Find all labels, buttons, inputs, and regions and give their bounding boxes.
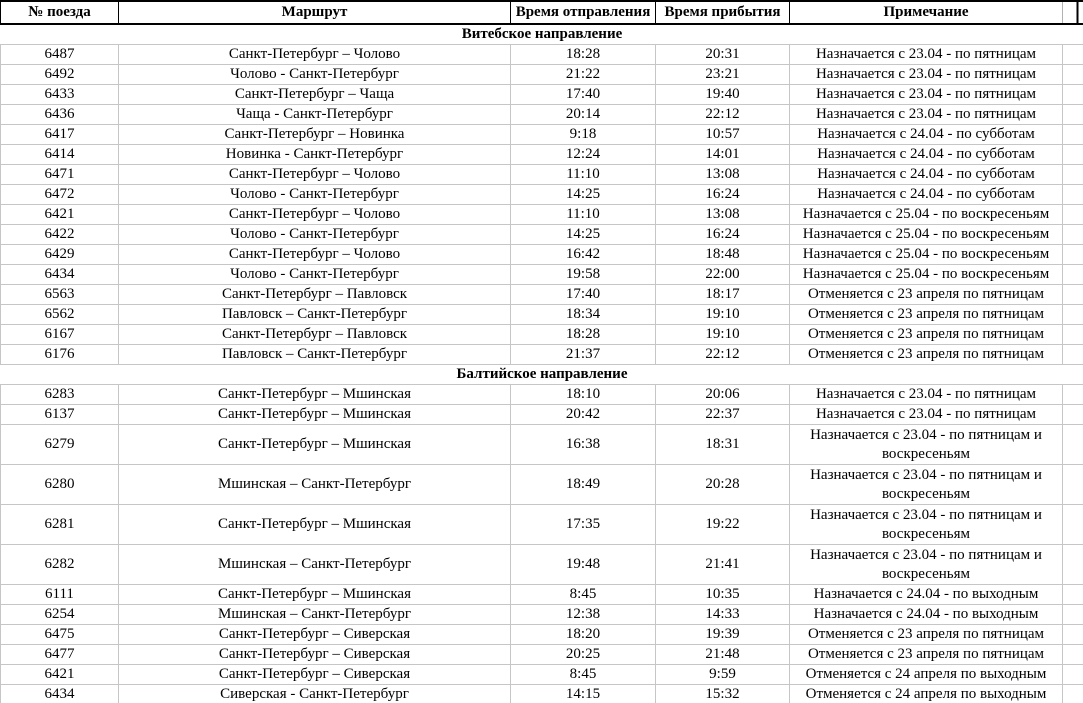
cell-arrival-time: 10:57 <box>656 125 790 145</box>
cell-empty <box>1063 645 1083 665</box>
cell-departure-time: 17:35 <box>511 505 656 545</box>
cell-departure-time: 21:37 <box>511 345 656 365</box>
table-row <box>1 225 1083 245</box>
cell-note: Назначается с 23.04 - по пятницам и воскресеньям <box>790 505 1063 545</box>
cell-train-number: 6434 <box>1 685 119 703</box>
cell-note: Назначается с 25.04 - по воскресеньям <box>790 245 1063 265</box>
cell-note: Назначается с 23.04 - по пятницам и воскресеньям <box>790 465 1063 505</box>
cell-note: Отменяется с 24 апреля по выходным <box>790 665 1063 685</box>
cell-departure-time: 14:15 <box>511 685 656 703</box>
cell-route: Мшинская – Санкт-Петербург <box>119 465 511 505</box>
table-row <box>1 545 1083 585</box>
table-row <box>1 65 1083 85</box>
cell-empty <box>1063 45 1083 65</box>
cell-note: Назначается с 24.04 - по выходным <box>790 605 1063 625</box>
cell-empty <box>1063 205 1083 225</box>
cell-route: Чаща - Санкт-Петербург <box>119 105 511 125</box>
col-header-empty <box>1063 1 1083 24</box>
section-title: Витебское направление <box>1 24 1083 45</box>
cell-route: Санкт-Петербург – Чолово <box>119 45 511 65</box>
table-row <box>1 285 1083 305</box>
cell-arrival-time: 16:24 <box>656 185 790 205</box>
cell-train-number: 6492 <box>1 65 119 85</box>
cell-empty <box>1063 165 1083 185</box>
cell-departure-time: 17:40 <box>511 285 656 305</box>
table-row <box>1 345 1083 365</box>
cell-route: Новинка - Санкт-Петербург <box>119 145 511 165</box>
table-row <box>1 405 1083 425</box>
col-header-departure-time: Время отправления <box>511 1 656 24</box>
cell-train-number: 6471 <box>1 165 119 185</box>
table-header-row <box>1 1 1083 24</box>
table-header <box>1 1 1083 24</box>
cell-arrival-time: 14:01 <box>656 145 790 165</box>
cell-note: Отменяется с 23 апреля по пятницам <box>790 325 1063 345</box>
cell-empty <box>1063 545 1083 585</box>
cell-departure-time: 9:18 <box>511 125 656 145</box>
cell-note: Назначается с 23.04 - по пятницам <box>790 405 1063 425</box>
cell-departure-time: 18:28 <box>511 325 656 345</box>
cell-route: Мшинская – Санкт-Петербург <box>119 545 511 585</box>
cell-train-number: 6421 <box>1 665 119 685</box>
cell-route: Санкт-Петербург – Чолово <box>119 245 511 265</box>
cell-route: Санкт-Петербург – Чолово <box>119 205 511 225</box>
cell-empty <box>1063 225 1083 245</box>
cell-note: Отменяется с 23 апреля по пятницам <box>790 645 1063 665</box>
cell-train-number: 6414 <box>1 145 119 165</box>
cell-arrival-time: 19:10 <box>656 305 790 325</box>
cell-departure-time: 18:34 <box>511 305 656 325</box>
table-row <box>1 305 1083 325</box>
cell-arrival-time: 21:41 <box>656 545 790 585</box>
cell-departure-time: 11:10 <box>511 165 656 185</box>
cell-arrival-time: 20:06 <box>656 385 790 405</box>
cell-arrival-time: 18:48 <box>656 245 790 265</box>
cell-departure-time: 8:45 <box>511 585 656 605</box>
cell-note: Назначается с 23.04 - по пятницам и воскресеньям <box>790 545 1063 585</box>
cell-empty <box>1063 245 1083 265</box>
cell-train-number: 6422 <box>1 225 119 245</box>
cell-departure-time: 11:10 <box>511 205 656 225</box>
cell-train-number: 6283 <box>1 385 119 405</box>
cell-note: Отменяется с 23 апреля по пятницам <box>790 285 1063 305</box>
cell-arrival-time: 13:08 <box>656 165 790 185</box>
cell-train-number: 6429 <box>1 245 119 265</box>
cell-train-number: 6279 <box>1 425 119 465</box>
cell-arrival-time: 19:39 <box>656 625 790 645</box>
table-row <box>1 605 1083 625</box>
table-row <box>1 165 1083 185</box>
cell-arrival-time: 9:59 <box>656 665 790 685</box>
cell-train-number: 6281 <box>1 505 119 545</box>
cell-train-number: 6176 <box>1 345 119 365</box>
cell-route: Санкт-Петербург – Павловск <box>119 325 511 345</box>
cell-arrival-time: 20:28 <box>656 465 790 505</box>
cell-route: Санкт-Петербург – Павловск <box>119 285 511 305</box>
cell-note: Отменяется с 23 апреля по пятницам <box>790 345 1063 365</box>
cell-train-number: 6475 <box>1 625 119 645</box>
cell-departure-time: 19:58 <box>511 265 656 285</box>
cell-empty <box>1063 385 1083 405</box>
cell-empty <box>1063 505 1083 545</box>
cell-empty <box>1063 305 1083 325</box>
cell-empty <box>1063 65 1083 85</box>
cell-empty <box>1063 605 1083 625</box>
table-row <box>1 125 1083 145</box>
cell-arrival-time: 18:17 <box>656 285 790 305</box>
cell-arrival-time: 22:12 <box>656 345 790 365</box>
table-row <box>1 685 1083 703</box>
cell-empty <box>1063 125 1083 145</box>
cell-empty <box>1063 285 1083 305</box>
cell-departure-time: 12:24 <box>511 145 656 165</box>
table-row <box>1 645 1083 665</box>
cell-route: Чолово - Санкт-Петербург <box>119 265 511 285</box>
table-row <box>1 205 1083 225</box>
table-row <box>1 425 1083 465</box>
cell-train-number: 6563 <box>1 285 119 305</box>
cell-note: Назначается с 25.04 - по воскресеньям <box>790 225 1063 245</box>
cell-route: Павловск – Санкт-Петербург <box>119 345 511 365</box>
cell-empty <box>1063 145 1083 165</box>
table-row <box>1 465 1083 505</box>
table-body <box>1 24 1083 703</box>
table-row <box>1 665 1083 685</box>
cell-departure-time: 20:14 <box>511 105 656 125</box>
table-row <box>1 585 1083 605</box>
cell-note: Назначается с 23.04 - по пятницам <box>790 385 1063 405</box>
cell-train-number: 6111 <box>1 585 119 605</box>
cell-arrival-time: 18:31 <box>656 425 790 465</box>
cell-departure-time: 14:25 <box>511 185 656 205</box>
cell-empty <box>1063 685 1083 703</box>
cell-empty <box>1063 345 1083 365</box>
cell-note: Назначается с 25.04 - по воскресеньям <box>790 205 1063 225</box>
section-header-row <box>1 365 1083 385</box>
cell-route: Санкт-Петербург – Сиверская <box>119 645 511 665</box>
cell-arrival-time: 16:24 <box>656 225 790 245</box>
cell-arrival-time: 10:35 <box>656 585 790 605</box>
cell-departure-time: 20:25 <box>511 645 656 665</box>
cell-empty <box>1063 625 1083 645</box>
table-row <box>1 625 1083 645</box>
cell-departure-time: 12:38 <box>511 605 656 625</box>
cell-note: Назначается с 24.04 - по субботам <box>790 185 1063 205</box>
col-header-train-number: № поезда <box>1 1 119 24</box>
cell-arrival-time: 13:08 <box>656 205 790 225</box>
cell-train-number: 6282 <box>1 545 119 585</box>
table-row <box>1 505 1083 545</box>
cell-note: Назначается с 23.04 - по пятницам <box>790 105 1063 125</box>
table-row <box>1 85 1083 105</box>
cell-route: Санкт-Петербург – Мшинская <box>119 585 511 605</box>
cell-train-number: 6421 <box>1 205 119 225</box>
cell-empty <box>1063 585 1083 605</box>
cell-departure-time: 21:22 <box>511 65 656 85</box>
cell-departure-time: 16:42 <box>511 245 656 265</box>
cell-departure-time: 18:28 <box>511 45 656 65</box>
col-header-route: Маршрут <box>119 1 511 24</box>
cell-route: Санкт-Петербург – Новинка <box>119 125 511 145</box>
cell-note: Назначается с 24.04 - по субботам <box>790 165 1063 185</box>
cell-train-number: 6167 <box>1 325 119 345</box>
table-row <box>1 145 1083 165</box>
cell-route: Санкт-Петербург – Мшинская <box>119 385 511 405</box>
cell-route: Санкт-Петербург – Сиверская <box>119 625 511 645</box>
table-row <box>1 105 1083 125</box>
cell-route: Павловск – Санкт-Петербург <box>119 305 511 325</box>
cell-train-number: 6487 <box>1 45 119 65</box>
cell-arrival-time: 19:40 <box>656 85 790 105</box>
cell-route: Санкт-Петербург – Чолово <box>119 165 511 185</box>
cell-departure-time: 18:10 <box>511 385 656 405</box>
cell-train-number: 6254 <box>1 605 119 625</box>
cell-route: Санкт-Петербург – Мшинская <box>119 405 511 425</box>
cell-departure-time: 8:45 <box>511 665 656 685</box>
cell-route: Чолово - Санкт-Петербург <box>119 225 511 245</box>
cell-route: Мшинская – Санкт-Петербург <box>119 605 511 625</box>
cell-route: Сиверская - Санкт-Петербург <box>119 685 511 703</box>
col-header-arrival-time: Время прибытия <box>656 1 790 24</box>
cell-arrival-time: 23:21 <box>656 65 790 85</box>
cell-departure-time: 19:48 <box>511 545 656 585</box>
cell-train-number: 6137 <box>1 405 119 425</box>
cell-departure-time: 16:38 <box>511 425 656 465</box>
cell-arrival-time: 22:00 <box>656 265 790 285</box>
cell-arrival-time: 19:22 <box>656 505 790 545</box>
cell-route: Санкт-Петербург – Чаща <box>119 85 511 105</box>
cell-empty <box>1063 265 1083 285</box>
cell-note: Отменяется с 24 апреля по выходным <box>790 685 1063 703</box>
cell-arrival-time: 22:12 <box>656 105 790 125</box>
cell-note: Назначается с 25.04 - по воскресеньям <box>790 265 1063 285</box>
cell-departure-time: 17:40 <box>511 85 656 105</box>
cell-note: Отменяется с 23 апреля по пятницам <box>790 625 1063 645</box>
cell-empty <box>1063 665 1083 685</box>
cell-route: Чолово - Санкт-Петербург <box>119 185 511 205</box>
cell-empty <box>1063 425 1083 465</box>
cell-empty <box>1063 105 1083 125</box>
section-title: Балтийское направление <box>1 365 1083 385</box>
table-row <box>1 325 1083 345</box>
cell-arrival-time: 15:32 <box>656 685 790 703</box>
cell-note: Назначается с 23.04 - по пятницам <box>790 85 1063 105</box>
cell-train-number: 6433 <box>1 85 119 105</box>
cell-train-number: 6472 <box>1 185 119 205</box>
cell-empty <box>1063 465 1083 505</box>
cell-route: Санкт-Петербург – Мшинская <box>119 425 511 465</box>
cell-empty <box>1063 85 1083 105</box>
cell-train-number: 6417 <box>1 125 119 145</box>
cell-arrival-time: 22:37 <box>656 405 790 425</box>
cell-departure-time: 18:49 <box>511 465 656 505</box>
cell-train-number: 6436 <box>1 105 119 125</box>
cell-arrival-time: 21:48 <box>656 645 790 665</box>
cell-note: Назначается с 24.04 - по субботам <box>790 125 1063 145</box>
cell-empty <box>1063 405 1083 425</box>
cell-train-number: 6434 <box>1 265 119 285</box>
section-header-row <box>1 24 1083 45</box>
cell-train-number: 6477 <box>1 645 119 665</box>
cell-arrival-time: 20:31 <box>656 45 790 65</box>
cell-note: Отменяется с 23 апреля по пятницам <box>790 305 1063 325</box>
cell-route: Чолово - Санкт-Петербург <box>119 65 511 85</box>
cell-route: Санкт-Петербург – Сиверская <box>119 665 511 685</box>
table-row <box>1 185 1083 205</box>
cell-departure-time: 18:20 <box>511 625 656 645</box>
cell-empty <box>1063 325 1083 345</box>
cell-empty <box>1063 185 1083 205</box>
cell-arrival-time: 14:33 <box>656 605 790 625</box>
cell-note: Назначается с 23.04 - по пятницам <box>790 65 1063 85</box>
cell-note: Назначается с 24.04 - по субботам <box>790 145 1063 165</box>
col-header-note: Примечание <box>790 1 1063 24</box>
cell-train-number: 6562 <box>1 305 119 325</box>
cell-departure-time: 14:25 <box>511 225 656 245</box>
cell-note: Назначается с 24.04 - по выходным <box>790 585 1063 605</box>
cell-route: Санкт-Петербург – Мшинская <box>119 505 511 545</box>
table-row <box>1 385 1083 405</box>
cell-arrival-time: 19:10 <box>656 325 790 345</box>
cell-train-number: 6280 <box>1 465 119 505</box>
table-row <box>1 245 1083 265</box>
cell-note: Назначается с 23.04 - по пятницам <box>790 45 1063 65</box>
table-row <box>1 265 1083 285</box>
cell-note: Назначается с 23.04 - по пятницам и воскресеньям <box>790 425 1063 465</box>
cell-departure-time: 20:42 <box>511 405 656 425</box>
table-row <box>1 45 1083 65</box>
